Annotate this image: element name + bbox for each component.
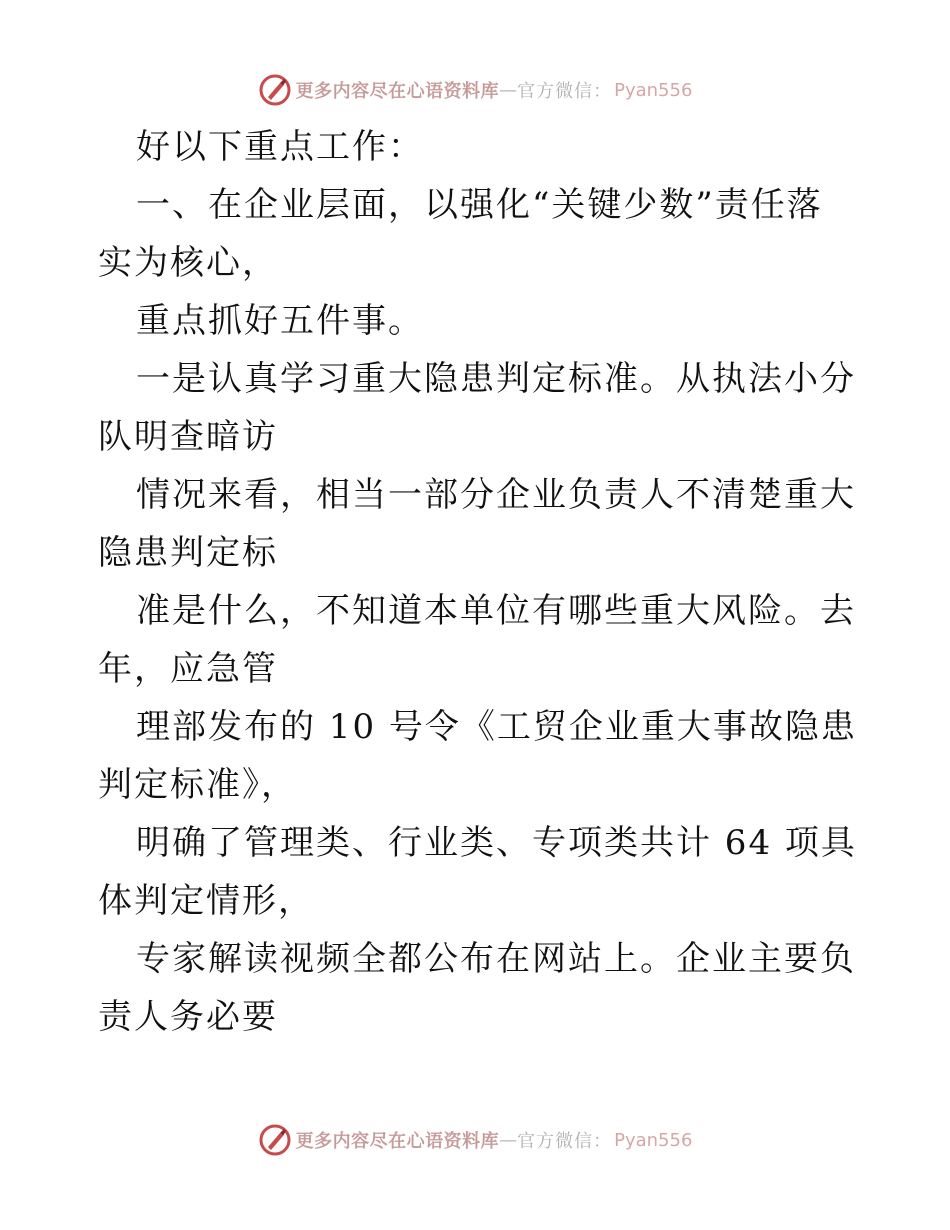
watermark-main-text: 更多内容尽在心语资料库 — [295, 81, 500, 102]
paragraph: 情况来看，相当一部分企业负责人不清楚重大隐患判定标 — [98, 475, 856, 573]
paragraph: 好以下重点工作： — [136, 127, 424, 167]
paragraph: 一、在企业层面，以强化“关键少数”责任落实为核心， — [98, 185, 823, 283]
paragraph: 专家解读视频全都公布在网站上。企业主要负责人务必要 — [98, 939, 856, 1037]
document-body — [98, 118, 858, 1046]
paragraph: 理部发布的 10 号令《工贸企业重大事故隐患判定标准》， — [98, 707, 857, 805]
watermark-main-text: 更多内容尽在心语资料库 — [295, 1131, 500, 1152]
pen-seal-icon — [258, 73, 292, 107]
watermark-dash: — — [499, 1129, 518, 1151]
watermark-wechat-id: Pyan556 — [614, 79, 693, 101]
footer-watermark — [0, 1120, 950, 1160]
paragraph: 一是认真学习重大隐患判定标准。从执法小分队明查暗访 — [98, 359, 856, 457]
paragraph: 准是什么，不知道本单位有哪些重大风险。去年，应急管 — [98, 591, 856, 689]
paragraph: 重点抓好五件事。 — [136, 301, 424, 341]
paragraph: 明确了管理类、行业类、专项类共计 64 项具体判定情形， — [98, 823, 857, 921]
watermark-wechat-id: Pyan556 — [614, 1129, 693, 1151]
watermark-dash: — — [499, 79, 518, 101]
header-watermark — [0, 70, 950, 110]
pen-seal-icon — [258, 1123, 292, 1157]
watermark-wechat-label: 官方微信： — [517, 81, 613, 102]
watermark-wechat-label: 官方微信： — [517, 1131, 613, 1152]
